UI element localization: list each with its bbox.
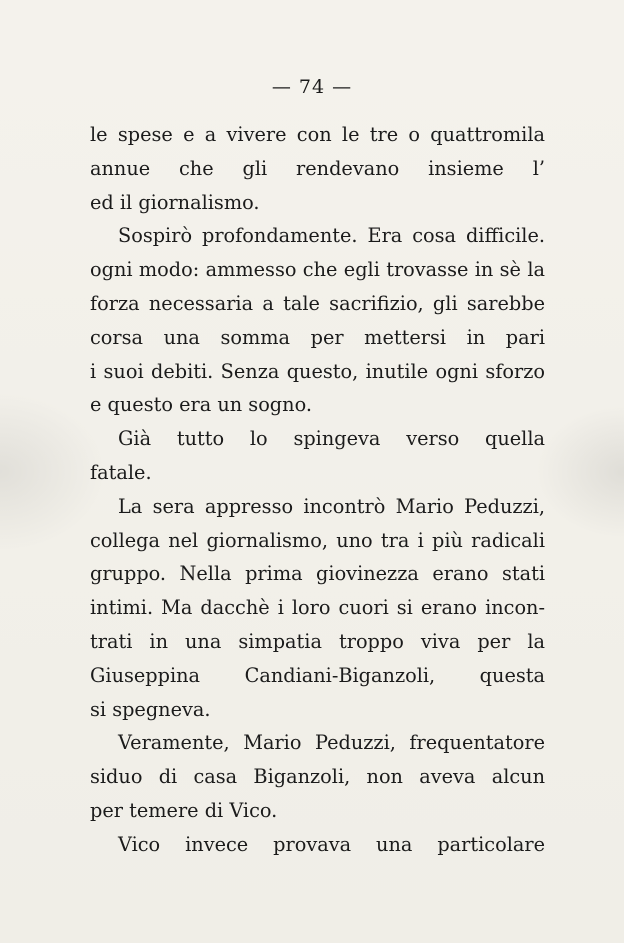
text-line: siduo di casa Biganzoli, non aveva alcun — [90, 765, 545, 789]
text-line: La sera appresso incontrò Mario Peduzzi, — [118, 494, 545, 518]
text-line: collega nel giornalismo, uno tra i più radicali — [90, 528, 545, 552]
text-line: gruppo. Nella prima giovinezza erano stati — [90, 562, 545, 586]
text-line: ogni modo: ammesso che egli trovasse in sè la — [90, 258, 545, 282]
text-line: e questo era un sogno. — [90, 393, 312, 417]
text-line: Veramente, Mario Peduzzi, frequentatore — [118, 731, 545, 755]
text-line: i suoi debiti. Senza questo, inutile ogni sforzo — [90, 359, 545, 383]
body-text — [90, 118, 545, 862]
text-line: Giuseppina Candiani-Biganzoli, questa — [90, 663, 545, 687]
text-line: Vico invece provava una particolare — [118, 832, 545, 856]
text-line: forza necessaria a tale sacrifizio, gli sarebbe — [90, 291, 545, 315]
text-line: Sospirò profondamente. Era cosa difficile. — [118, 224, 545, 248]
text-line: per temere di Vico. — [90, 798, 278, 822]
text-line: Già tutto lo spingeva verso quella — [118, 427, 545, 451]
text-line: fatale. — [90, 460, 152, 484]
text-line: ed il giornalismo. — [90, 190, 260, 214]
text-line: trati in una simpatia troppo viva per la — [90, 629, 545, 653]
text-line: intimi. Ma dacchè i loro cuori si erano incon- — [90, 596, 545, 620]
page-number: — 74 — — [271, 76, 353, 98]
text-line: corsa una somma per mettersi in pari — [90, 325, 545, 349]
text-line: si spegneva. — [90, 697, 211, 721]
text-line: le spese e a vivere con le tre o quattromila — [90, 123, 545, 146]
text-line: annue che gli rendevano insieme l’ — [90, 156, 545, 180]
